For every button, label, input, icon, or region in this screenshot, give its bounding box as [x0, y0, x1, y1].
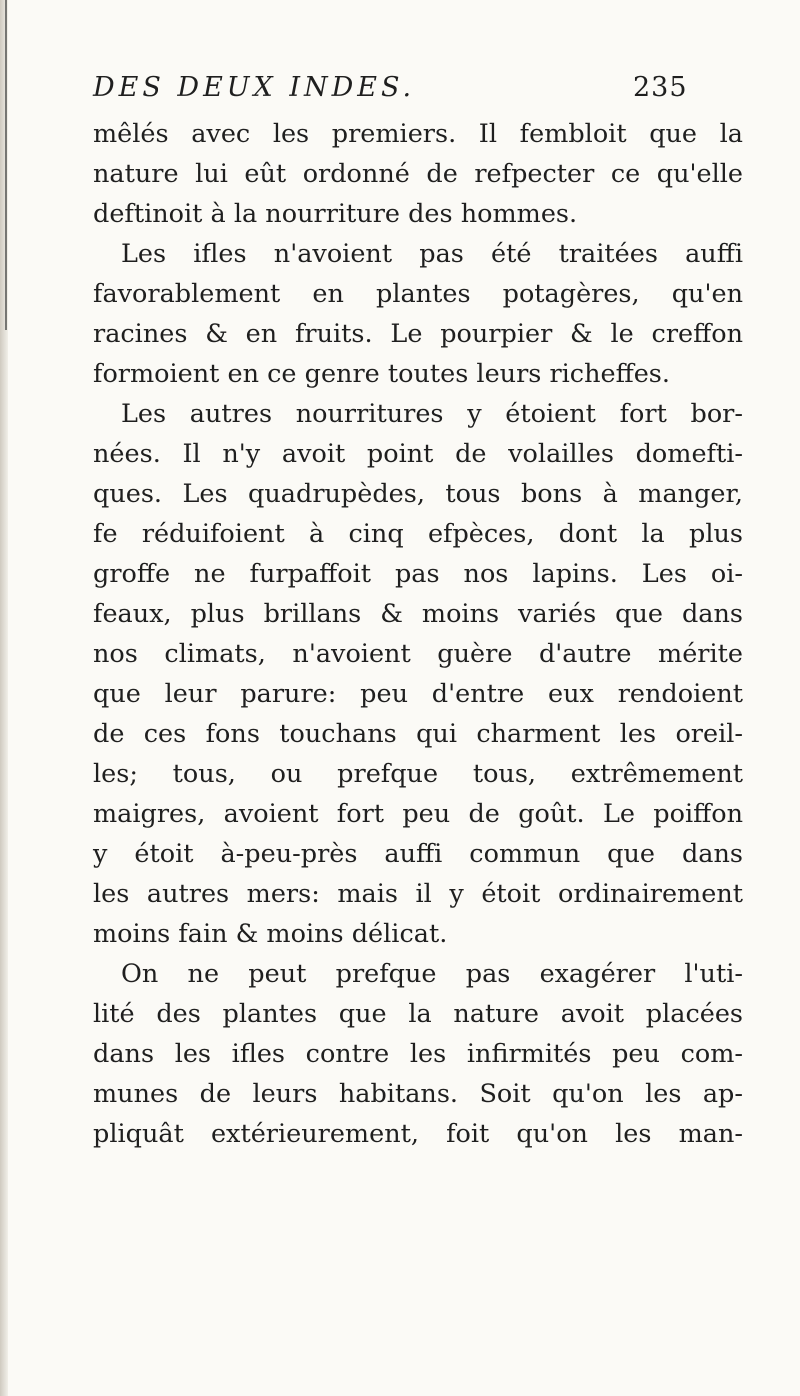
paragraph: [93, 954, 743, 1154]
text-line: de ces fons touchans qui charment les oreil-: [93, 719, 743, 749]
text-line: les; tous, ou prefque tous, extrêmement: [93, 759, 743, 789]
running-head-title: DES DEUX INDES.: [93, 72, 416, 103]
text-line: les autres mers: mais il y étoit ordinairement: [93, 879, 743, 909]
text-line: formoient en ce genre toutes leurs richeffes.: [93, 359, 670, 389]
text-line: pliquât extérieurement, foit qu'on les man-: [93, 1119, 743, 1149]
text-line: nées. Il n'y avoit point de volailles domefti-: [93, 439, 743, 469]
text-line: munes de leurs habitans. Soit qu'on les ap-: [93, 1079, 743, 1109]
text-line: groffe ne furpaffoit pas nos lapins. Les oi-: [93, 559, 743, 589]
text-line: lité des plantes que la nature avoit placées: [93, 999, 743, 1029]
text-line: favorablement en plantes potagères, qu'en: [93, 279, 743, 309]
paragraph: [93, 114, 743, 234]
paragraph: [93, 234, 743, 394]
text-line: Les ifles n'avoient pas été traitées auffi: [121, 239, 743, 269]
text-line: moins fain & moins délicat.: [93, 919, 448, 949]
text-line: On ne peut prefque pas exagérer l'uti-: [121, 959, 743, 989]
binding-shadow-line: [5, 0, 7, 330]
book-page: [93, 72, 743, 1154]
text-line: nature lui eût ordonné de refpecter ce qu'elle: [93, 159, 743, 189]
text-line: mêlés avec les premiers. Il fembloit que la: [93, 119, 743, 149]
text-line: Les autres nourritures y étoient fort bor-: [121, 399, 743, 429]
text-line: feaux, plus brillans & moins variés que dans: [93, 599, 743, 629]
text-line: que leur parure: peu d'entre eux rendoient: [93, 679, 743, 709]
body-text: [93, 114, 743, 1154]
text-line: ques. Les quadrupèdes, tous bons à manger,: [93, 479, 743, 509]
text-line: fe réduifoient à cinq efpèces, dont la plus: [93, 519, 743, 549]
text-line: dans les ifles contre les infirmités peu com-: [93, 1039, 743, 1069]
text-line: nos climats, n'avoient guère d'autre mérite: [93, 639, 743, 669]
text-line: maigres, avoient fort peu de goût. Le poiffon: [93, 799, 743, 829]
text-line: deftinoit à la nourriture des hommes.: [93, 199, 578, 229]
text-line: y étoit à-peu-près auffi commun que dans: [93, 839, 743, 869]
page-number: 235: [633, 72, 688, 103]
text-line: racines & en fruits. Le pourpier & le creffon: [93, 319, 743, 349]
paragraph: [93, 394, 743, 954]
running-head: [93, 72, 743, 114]
